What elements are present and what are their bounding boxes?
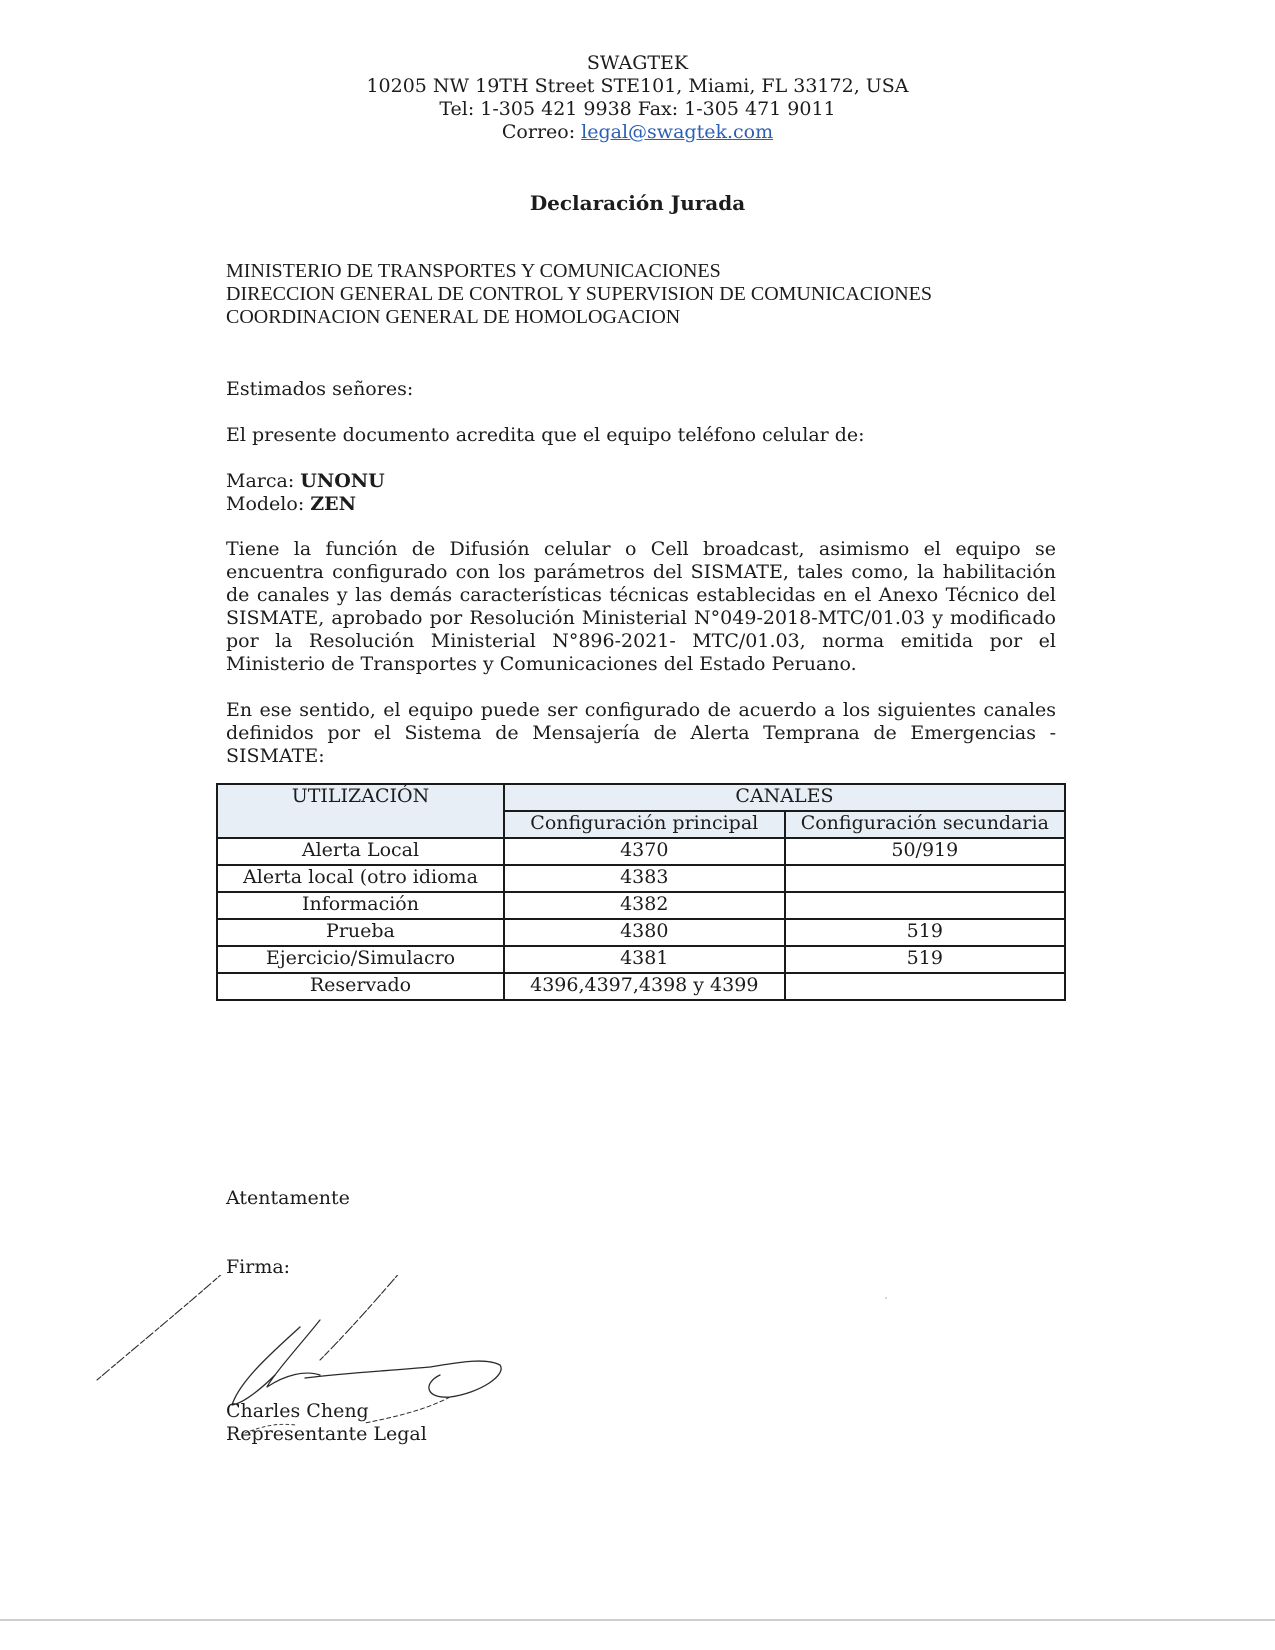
- header-usage: UTILIZACIÓN: [217, 784, 504, 838]
- brand-label: Marca:: [226, 470, 295, 492]
- device-info: [226, 470, 1056, 516]
- addressee-block: [226, 260, 1056, 329]
- signer-role: Representante Legal: [226, 1423, 427, 1445]
- model-value: ZEN: [310, 493, 356, 515]
- cell-secondary: 519: [785, 946, 1065, 973]
- scan-edge-line: [0, 1619, 1275, 1621]
- cell-usage: Ejercicio/Simulacro: [217, 946, 504, 973]
- email-label: Correo:: [501, 121, 576, 143]
- body-paragraph-1: Tiene la función de Difusión celular o Cell broadcast, asimismo el equipo se encuentra configurado con los parámetros del SISMATE, tales como, la habilitación de canales y las demás características técnicas establecidas en el Anexo Técnico del SISMATE, aprobado por Resolución Ministerial N°049-2018-MTC/01.03 y modificado por la Resolución Ministerial N°896-2021- MTC/01.03, norma emitida por el Ministerio de Transportes y Comunicaciones del Estado Peruano.: [226, 538, 1056, 675]
- cell-usage: Información: [217, 892, 504, 919]
- cell-primary: 4380: [504, 919, 785, 946]
- company-address: 10205 NW 19TH Street STE101, Miami, FL 33172, USA: [366, 75, 909, 97]
- company-name: SWAGTEK: [586, 52, 689, 74]
- table-row: [217, 946, 1065, 973]
- addressee-line: MINISTERIO DE TRANSPORTES Y COMUNICACIONES: [226, 260, 721, 282]
- cell-usage: Reservado: [217, 973, 504, 1000]
- signature-label: Firma:: [226, 1256, 291, 1278]
- cell-primary: 4382: [504, 892, 785, 919]
- table-row: [217, 838, 1065, 865]
- scan-speck: [885, 1297, 887, 1299]
- table-row: [217, 865, 1065, 892]
- signer-name: Charles Cheng: [226, 1400, 369, 1422]
- model-label: Modelo:: [226, 493, 305, 515]
- addressee-line: DIRECCION GENERAL DE CONTROL Y SUPERVISION DE COMUNICACIONES: [226, 283, 932, 305]
- model-line: [226, 493, 1056, 516]
- table-row: [217, 892, 1065, 919]
- cell-primary: 4370: [504, 838, 785, 865]
- cell-usage: Alerta Local: [217, 838, 504, 865]
- greeting: Estimados señores:: [226, 378, 414, 400]
- header-primary: Configuración principal: [504, 811, 785, 838]
- closing: Atentamente: [226, 1187, 350, 1209]
- addressee-line: COORDINACION GENERAL DE HOMOLOGACION: [226, 306, 681, 328]
- table-row: [217, 973, 1065, 1000]
- document-title: Declaración Jurada: [529, 191, 746, 215]
- cell-primary: 4396,4397,4398 y 4399: [504, 973, 785, 1000]
- cell-secondary: [785, 892, 1065, 919]
- brand-value: UNONU: [300, 470, 385, 492]
- signer-block: [226, 1400, 1056, 1446]
- body-paragraph-2: En ese sentido, el equipo puede ser configurado de acuerdo a los siguientes canales definidos por el Sistema de Mensajería de Alerta Temprana de Emergencias -SISMATE:: [226, 699, 1056, 767]
- company-phone-fax: Tel: 1-305 421 9938 Fax: 1-305 471 9011: [439, 98, 836, 120]
- channels-table: [216, 783, 1066, 1001]
- cell-secondary: 519: [785, 919, 1065, 946]
- brand-line: [226, 470, 1056, 493]
- cell-secondary: [785, 865, 1065, 892]
- email-link[interactable]: legal@swagtek.com: [581, 121, 774, 143]
- cell-usage: Alerta local (otro idioma: [217, 865, 504, 892]
- table-row: [217, 919, 1065, 946]
- header-secondary: Configuración secundaria: [785, 811, 1065, 838]
- header-channels: CANALES: [504, 784, 1065, 811]
- cell-usage: Prueba: [217, 919, 504, 946]
- letterhead: [0, 52, 1275, 144]
- cell-secondary: [785, 973, 1065, 1000]
- company-email-line: [0, 121, 1275, 144]
- cell-primary: 4383: [504, 865, 785, 892]
- cell-primary: 4381: [504, 946, 785, 973]
- cell-secondary: 50/919: [785, 838, 1065, 865]
- intro-text: El presente documento acredita que el equipo teléfono celular de:: [226, 424, 865, 446]
